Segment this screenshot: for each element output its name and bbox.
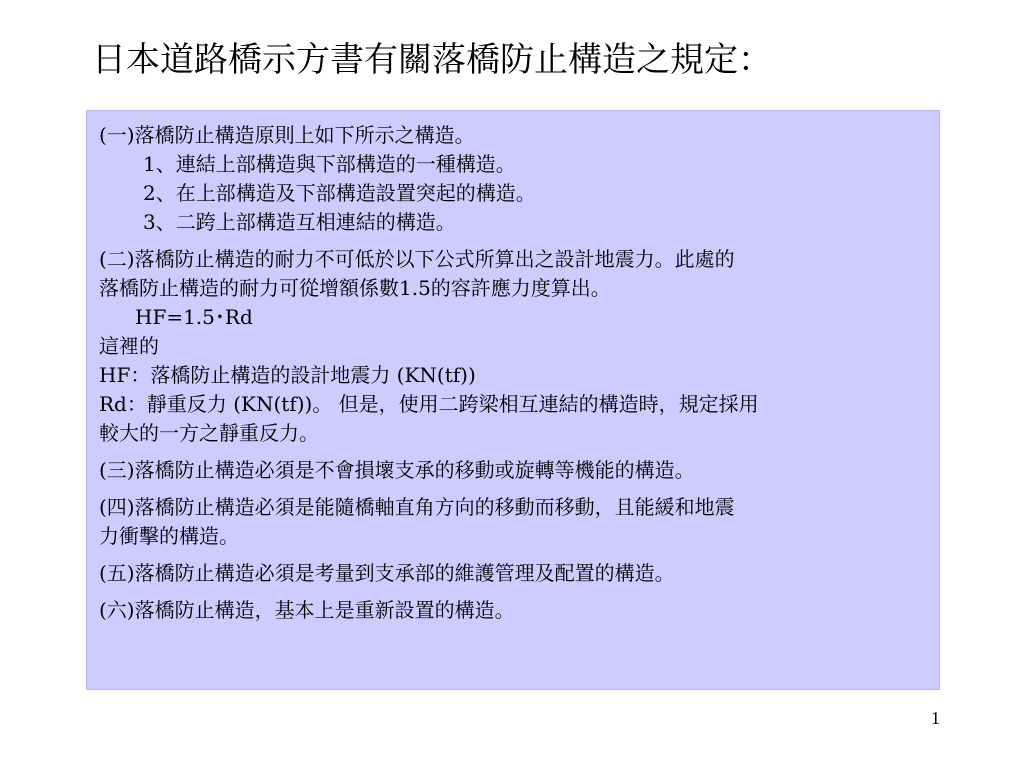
section-5 bbox=[99, 559, 927, 588]
section-3-line-1: (三)落橋防止構造必須是不會損壞支承的移動或旋轉等機能的構造。 bbox=[99, 458, 695, 482]
section-4-line-1: (四)落橋防止構造必須是能隨橋軸直角方向的移動而移動，且能緩和地震 bbox=[99, 495, 735, 519]
section-6 bbox=[99, 596, 927, 625]
rd-definition-line-1: Rd：靜重反力 (KN(tf))。 但是，使用二跨梁相互連結的構造時，規定採用 bbox=[99, 392, 759, 416]
section-3 bbox=[99, 456, 927, 485]
page-number: 1 bbox=[931, 708, 940, 728]
where-label: 這裡的 bbox=[99, 334, 159, 358]
formula: HF=1.5･Rd bbox=[135, 305, 253, 329]
section-4-line-2: 力衝擊的構造。 bbox=[99, 524, 239, 548]
section-4 bbox=[99, 493, 927, 551]
hf-definition: HF：落橋防止構造的設計地震力 (KN(tf)) bbox=[99, 363, 476, 387]
content-box bbox=[86, 110, 940, 690]
section-1-item-2: 2、在上部構造及下部構造設置突起的構造。 bbox=[143, 181, 536, 205]
section-5-line-1: (五)落橋防止構造必須是考量到支承部的維護管理及配置的構造。 bbox=[99, 561, 675, 585]
section-6-line-1: (六)落橋防止構造，基本上是重新設置的構造。 bbox=[99, 598, 515, 622]
slide-title: 日本道路橋示方書有關落橋防止構造之規定： bbox=[92, 40, 772, 80]
section-1-item-3: 3、二跨上部構造互相連結的構造。 bbox=[143, 210, 456, 234]
rd-definition-line-2: 較大的一方之靜重反力。 bbox=[99, 421, 319, 445]
section-2-line-2: 落橋防止構造的耐力可從增額係數1.5的容許應力度算出。 bbox=[99, 276, 611, 300]
section-1 bbox=[99, 121, 927, 237]
section-1-heading: (一)落橋防止構造原則上如下所示之構造。 bbox=[99, 123, 475, 147]
section-2 bbox=[99, 245, 927, 448]
section-1-item-1: 1、連結上部構造與下部構造的一種構造。 bbox=[143, 152, 516, 176]
section-2-line-1: (二)落橋防止構造的耐力不可低於以下公式所算出之設計地震力。此處的 bbox=[99, 247, 735, 271]
